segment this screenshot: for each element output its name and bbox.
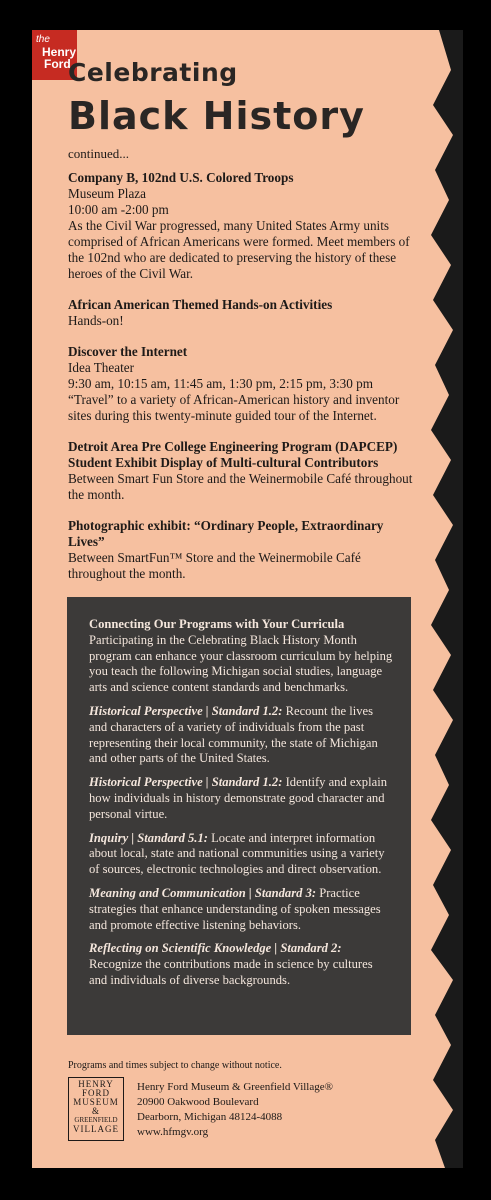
- standard-item: [89, 704, 393, 767]
- event-description: “Travel” to a variety of African-American history and inventor sites during this twenty-minute guided tour of the Internet.: [68, 392, 400, 423]
- event-heading: Company B, 102nd U.S. Colored Troops: [68, 170, 294, 185]
- event-item: [68, 344, 413, 424]
- logo-text-3: MUSEUM: [73, 1097, 119, 1107]
- continued-label: continued...: [68, 146, 130, 161]
- flyer-page: [32, 30, 463, 1168]
- events-list: [68, 170, 413, 597]
- museum-logo: [68, 1077, 124, 1141]
- title-line2: Black History: [68, 94, 365, 138]
- standard-item: [89, 886, 393, 933]
- event-location: Idea Theater: [68, 360, 135, 375]
- event-heading: Detroit Area Pre College Engineering Program (DAPCEP) Student Exhibit Display of Multi-cultural Contributors: [68, 439, 398, 470]
- address-line: 20900 Oakwood Boulevard: [137, 1096, 259, 1108]
- event-heading: Photographic exhibit: “Ordinary People, Extraordinary Lives”: [68, 518, 384, 549]
- event-location: Museum Plaza: [68, 186, 147, 201]
- badge-line2: Ford: [44, 57, 71, 71]
- event-time: 9:30 am, 10:15 am, 11:45 am, 1:30 pm, 2:15 pm, 3:30 pm: [68, 376, 374, 391]
- logo-text-2: FORD: [81, 1088, 110, 1098]
- event-description: Between Smart Fun Store and the Weinermobile Café throughout the month.: [68, 471, 413, 502]
- curricula-heading: Connecting Our Programs with Your Curricula: [89, 617, 345, 631]
- address-line: Henry Ford Museum & Greenfield Village®: [137, 1081, 333, 1093]
- event-description: Between SmartFun™ Store and the Weinermobile Café throughout the month.: [68, 550, 361, 581]
- event-description: Hands-on!: [68, 313, 124, 328]
- logo-text-1: HENRY: [78, 1079, 114, 1089]
- standard-label: Inquiry | Standard 5.1:: [89, 830, 208, 845]
- event-item: [68, 518, 413, 582]
- logo-text-5: GREENFIELD: [74, 1116, 118, 1124]
- curricula-box: [67, 597, 411, 1035]
- standard-label: Meaning and Communication | Standard 3:: [89, 885, 317, 900]
- curricula-intro-block: [89, 617, 393, 696]
- address-line: Dearborn, Michigan 48124-4088: [137, 1111, 283, 1123]
- museum-address: [137, 1080, 333, 1140]
- standard-text: Identify and explain how individuals in history demonstrate good character and personal virtue.: [89, 775, 387, 821]
- event-item: [68, 297, 413, 329]
- event-heading: African American Themed Hands-on Activities: [68, 297, 333, 312]
- standard-item: [89, 775, 393, 822]
- standard-label: Reflecting on Scientific Knowledge | Standard 2:: [89, 941, 342, 956]
- standard-label: Historical Perspective | Standard 1.2:: [89, 703, 283, 718]
- event-item: [68, 170, 413, 282]
- change-notice: Programs and times subject to change without notice.: [68, 1060, 282, 1071]
- event-time: 10:00 am -2:00 pm: [68, 202, 169, 217]
- jagged-border-strip: [411, 30, 463, 1168]
- standard-label: Historical Perspective | Standard 1.2:: [89, 775, 283, 790]
- standard-text: Practice strategies that enhance understanding of spoken messages and promote effective listening behaviors.: [89, 885, 381, 932]
- event-item: [68, 439, 413, 503]
- title-line1: Celebrating: [68, 58, 238, 87]
- standard-text: Locate and interpret information about local, state and national communities using a variety of sources, electronic technologies and direct observation.: [89, 830, 385, 877]
- standard-item: [89, 941, 393, 988]
- event-heading: Discover the Internet: [68, 344, 188, 359]
- website-link[interactable]: www.hfmgv.org: [137, 1126, 209, 1138]
- logo-text-6: VILLAGE: [73, 1124, 119, 1134]
- standard-text: Recount the lives and characters of a variety of individuals from the past representing their local community, the state of Michigan and other parts of the United States.: [89, 703, 378, 766]
- standard-text: Recognize the contributions made in science by cultures and individuals of diverse backgrounds.: [89, 957, 373, 987]
- event-description: As the Civil War progressed, many United States Army units comprised of African Americans were formed. Meet members of the 102nd who are dedicated to preserving the history of these heroes of the Civil War.: [68, 218, 410, 281]
- standard-item: [89, 831, 393, 878]
- badge-the: the: [36, 34, 50, 45]
- curricula-intro: Participating in the Celebrating Black History Month program can enhance your classroom curriculum by helping you teach the following Michigan social studies, language arts and science content standards and benchmarks.: [89, 632, 393, 695]
- logo-text-4: &: [91, 1106, 100, 1116]
- badge-line1: Henry: [42, 45, 77, 59]
